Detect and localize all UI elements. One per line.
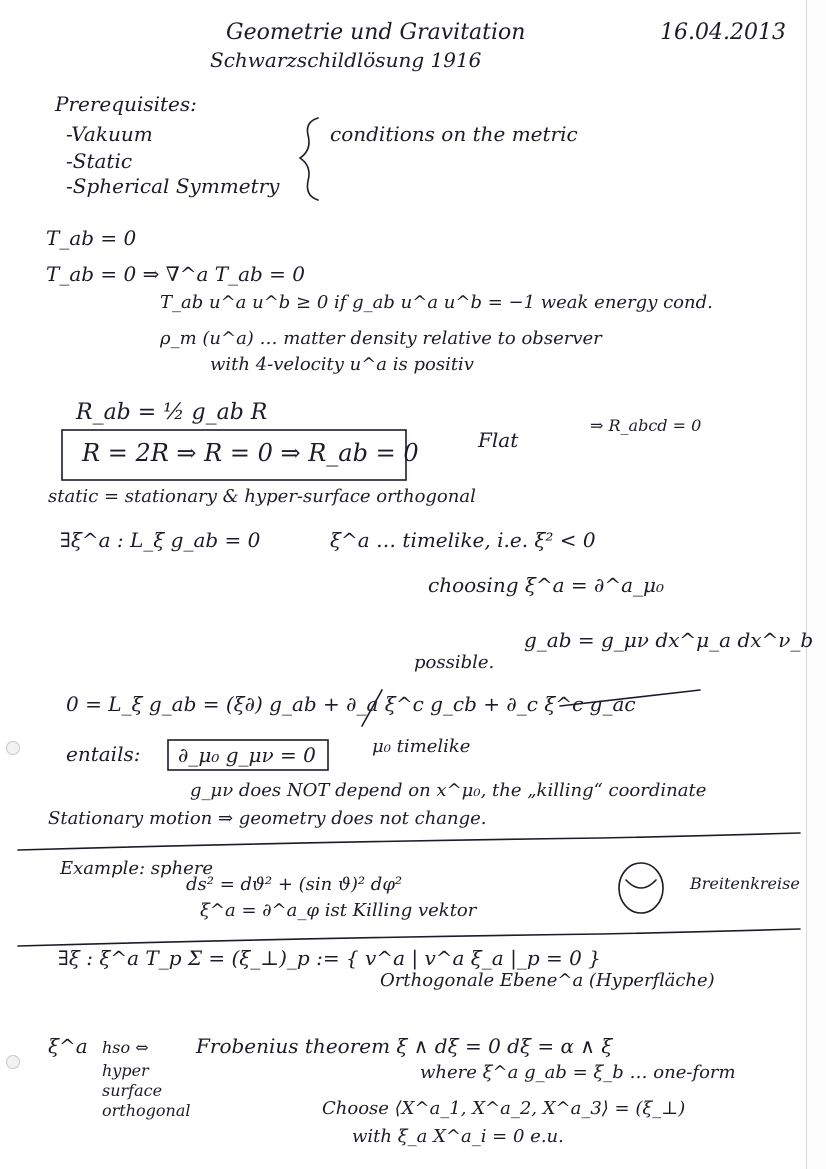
- prerequisite-item: -Vakuum: [66, 122, 153, 146]
- weak-energy-condition: T_ab u^a u^b ≥ 0 if g_ab u^a u^b = −1 weak energy cond.: [160, 292, 713, 313]
- orthogonality-condition: with ξ_a X^a_i = 0 e.u.: [352, 1126, 564, 1147]
- hso-explanation: surface: [102, 1081, 163, 1100]
- xi-symbol: ξ^a: [48, 1034, 88, 1058]
- tangent-space-line: ∃ξ : ξ^a T_p Σ = (ξ_⊥)_p := { v^a | v^a ξ_a |_p = 0 }: [58, 946, 601, 970]
- mu-timelike-note: μ₀ timelike: [372, 736, 471, 757]
- metric-line: g_ab = g_μν dx^μ_a dx^ν_b: [524, 628, 814, 652]
- four-velocity-line: with 4-velocity u^a is positiv: [210, 354, 474, 375]
- prerequisite-item: -Static: [66, 149, 133, 173]
- hso-explanation: hyper: [102, 1061, 149, 1080]
- killing-vector-line: ξ^a = ∂^a_φ ist Killing vektor: [200, 900, 477, 921]
- example-label: Example: sphere: [60, 858, 214, 879]
- conservation-implication: T_ab = 0 ⇒ ∇^a T_ab = 0: [46, 262, 306, 286]
- gmunu-independence: g_μν does NOT depend on x^μ₀, the „killing“ coordinate: [190, 780, 707, 801]
- choosing-line: choosing ξ^a = ∂^a_μ₀: [428, 573, 665, 597]
- curly-brace: [300, 118, 318, 200]
- killing-condition: ∃ξ^a : L_ξ g_ab = 0: [60, 528, 261, 552]
- sphere-sketch-arc: [626, 880, 656, 888]
- matter-density-line: ρ_m (u^a) … matter density relative to observer: [160, 328, 602, 349]
- section-divider: [18, 833, 800, 850]
- page-date: 16.04.2013: [660, 20, 786, 45]
- prerequisites-note: conditions on the metric: [330, 122, 578, 146]
- page-title: Geometrie und Gravitation: [226, 20, 526, 45]
- prerequisite-item: -Spherical Symmetry: [66, 174, 280, 198]
- stationary-motion: Stationary motion ⇒ geometry does not change.: [48, 808, 487, 829]
- one-form-line: where ξ^a g_ab = ξ_b … one-form: [420, 1062, 736, 1083]
- flat-label: Flat: [478, 428, 519, 452]
- t-ab-zero: T_ab = 0: [46, 226, 137, 250]
- orthogonal-plane-line: Orthogonale Ebene^a (Hyperfläche): [380, 970, 715, 991]
- ricci-equation: R_ab = ½ g_ab R: [76, 400, 268, 425]
- boxed-entails: ∂_μ₀ g_μν = 0: [178, 743, 316, 767]
- timelike-condition: ξ^a … timelike, i.e. ξ² < 0: [330, 528, 596, 552]
- prerequisites-heading: Prerequisites:: [55, 92, 197, 116]
- boxed-equation: R = 2R ⇒ R = 0 ⇒ R_ab = 0: [82, 439, 419, 467]
- sphere-line-element: ds² = dϑ² + (sin ϑ)² dφ²: [186, 874, 403, 895]
- breitenkreise-label: Breitenkreise: [690, 874, 800, 893]
- static-definition: static = stationary & hyper-surface orthogonal: [48, 486, 476, 507]
- flat-implication: ⇒ R_abcd = 0: [590, 416, 702, 435]
- frobenius-theorem: Frobenius theorem ξ ∧ dξ = 0 dξ = α ∧ ξ: [196, 1034, 613, 1058]
- hso-equivalence: hso ⇔: [102, 1038, 149, 1057]
- possible-note: possible.: [414, 652, 495, 673]
- hso-explanation: orthogonal: [102, 1101, 191, 1120]
- lie-derivative-equation: 0 = L_ξ g_ab = (ξ∂) g_ab + ∂_a ξ^c g_cb + ∂_c ξ^c g_ac: [66, 692, 636, 716]
- section-divider: [18, 929, 800, 946]
- choose-basis-line: Choose ⟨X^a_1, X^a_2, X^a_3⟩ = (ξ_⊥): [322, 1098, 686, 1119]
- page-subtitle: Schwarzschildlösung 1916: [210, 48, 482, 72]
- entails-label: entails:: [66, 742, 141, 766]
